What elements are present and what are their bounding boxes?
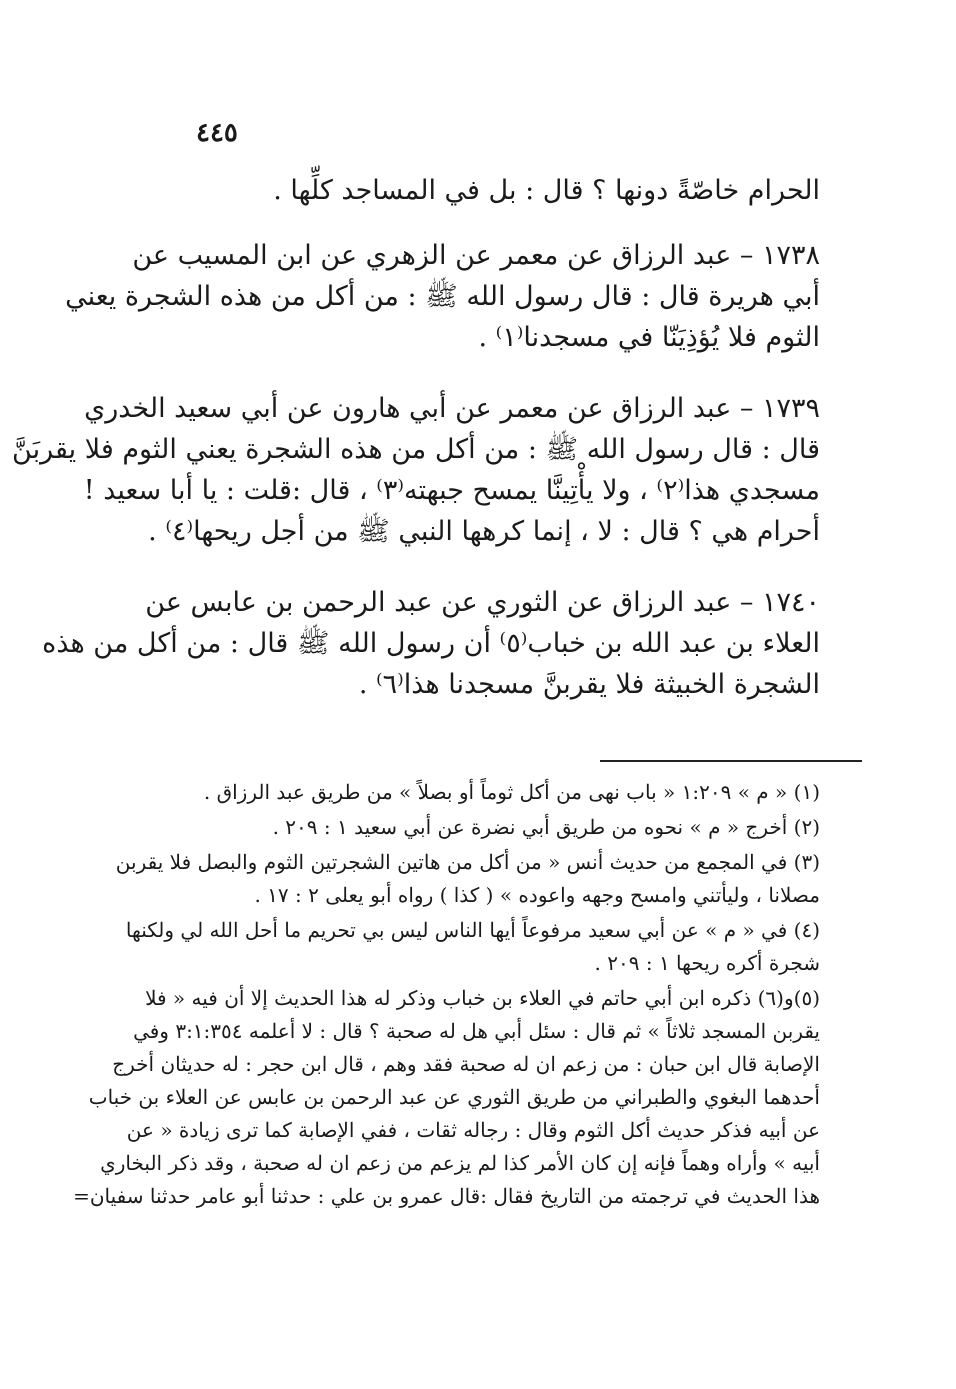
footnote-line: (١) « م » ١:٢٠٩ « باب نهى من أكل ثوماً أو بصلاً » من طريق عبد الرزاق . (203, 780, 820, 804)
footnote-3 (115, 846, 820, 912)
footnote-line: الإصابة قال ابن حبان : من زعم ان له صحبة فقد وهم ، قال ابن حجر : له حديثان أخرج (112, 1052, 820, 1076)
main-text (12, 170, 820, 735)
footnote-5-6 (73, 982, 820, 1213)
footnote-1 (196, 776, 820, 809)
text-line: العلاء بن عبد الله بن خباب⁽٥⁾ أن رسول الله ﷺ قال : من أكل من هذه (42, 628, 820, 659)
text-line: قال : قال رسول الله ﷺ : من أكل من هذه الشجرة يعني الثوم فلا يقربَنَّ (12, 434, 820, 465)
text-line: الحرام خاصّةً دونها ؟ قال : بل في المساجد كلِّها . (273, 175, 820, 206)
page-number: ٤٤٥ (196, 118, 238, 148)
footnote-line: يقربن المسجد ثلاثاً » ثم قال : سئل أبي هل له صحبة ؟ قال : لا أعلمه ٣:١:٣٥٤ وفي (133, 1019, 820, 1043)
text-line: ١٧٤٠ – عبد الرزاق عن الثوري عن عبد الرحمن بن عابس عن (145, 587, 820, 618)
text-line: أحرام هي ؟ قال : لا ، إنما كرهها النبي ﷺ من أجل ريحها⁽٤⁾ . (148, 516, 820, 547)
text-line: ١٧٣٨ – عبد الرزاق عن معمر عن الزهري عن ابن المسيب عن (132, 240, 820, 271)
text-line: أبي هريرة قال : قال رسول الله ﷺ : من أكل من هذه الشجرة يعني (65, 281, 820, 312)
footnote-2 (196, 811, 820, 844)
footnote-line: (٥)و(٦) ذكره ابن أبي حاتم في العلاء بن خباب وذكر له هذا الحديث إلا أن فيه « فلا (145, 986, 820, 1010)
footnote-4 (125, 914, 820, 980)
footnote-line: (٤) في « م » عن أبي سعيد مرفوعاً أيها الناس ليس بي تحريم ما أحل الله لي ولكنها (125, 918, 820, 942)
text-line: ١٧٣٩ – عبد الرزاق عن معمر عن أبي هارون عن أبي سعيد الخدري (84, 393, 820, 424)
text-line: الثوم فلا يُؤذِيَنّا في مسجدنا⁽١⁾ . (478, 322, 820, 353)
footnote-line: (٣) في المجمع من حديث أنس « من أكل من هاتين الشجرتين الثوم والبصل فلا يقربن (115, 850, 820, 874)
footnote-line: شجرة أكره ريحها ١ : ٢٠٩ . (594, 951, 820, 975)
paragraph-continuation (196, 170, 820, 211)
text-line: الشجرة الخبيثة فلا يقربنَّ مسجدنا هذا⁽٦⁾ . (358, 669, 820, 700)
footnote-line: مصلانا ، وليأتني وامسح وجهه واعوده » ( كذا ) رواه أبو يعلى ٢ : ١٧ . (254, 883, 820, 907)
footnote-line: (٢) أخرج « م » نحوه من طريق أبي نضرة عن أبي سعيد ١ : ٢٠٩ . (272, 815, 820, 839)
footnote-line: أحدهما البغوي والطبراني من طريق الثوري عن عبد الرحمن بن عابس عن العلاء بن خباب (88, 1085, 820, 1109)
hadith-1739 (12, 388, 820, 552)
hadith-1740 (42, 582, 820, 705)
text-line: مسجدي هذا⁽٢⁾ ، ولا يأْتِينَّا يمسح جبهته⁽٣⁾ ، قال :قلت : يا أبا سعيد ! (83, 475, 820, 506)
footnote-line: أبيه » وأراه وهماً فإنه إن كان الأمر كذا لم يزعم من زعم ان له صحبة ، وقد ذكر البخاري (100, 1151, 820, 1175)
hadith-1738 (65, 235, 820, 358)
footnote-separator (600, 760, 862, 762)
footnote-line: عن أبيه فذكر حديث أكل الثوم وقال : رجاله ثقات ، ففي الإصابة كما ترى زيادة « عن (126, 1118, 820, 1142)
footnotes (73, 776, 820, 1215)
footnote-line: هذا الحديث في ترجمته من التاريخ فقال :قال عمرو بن علي : حدثنا أبو عامر حدثنا سفيان= (73, 1184, 820, 1208)
